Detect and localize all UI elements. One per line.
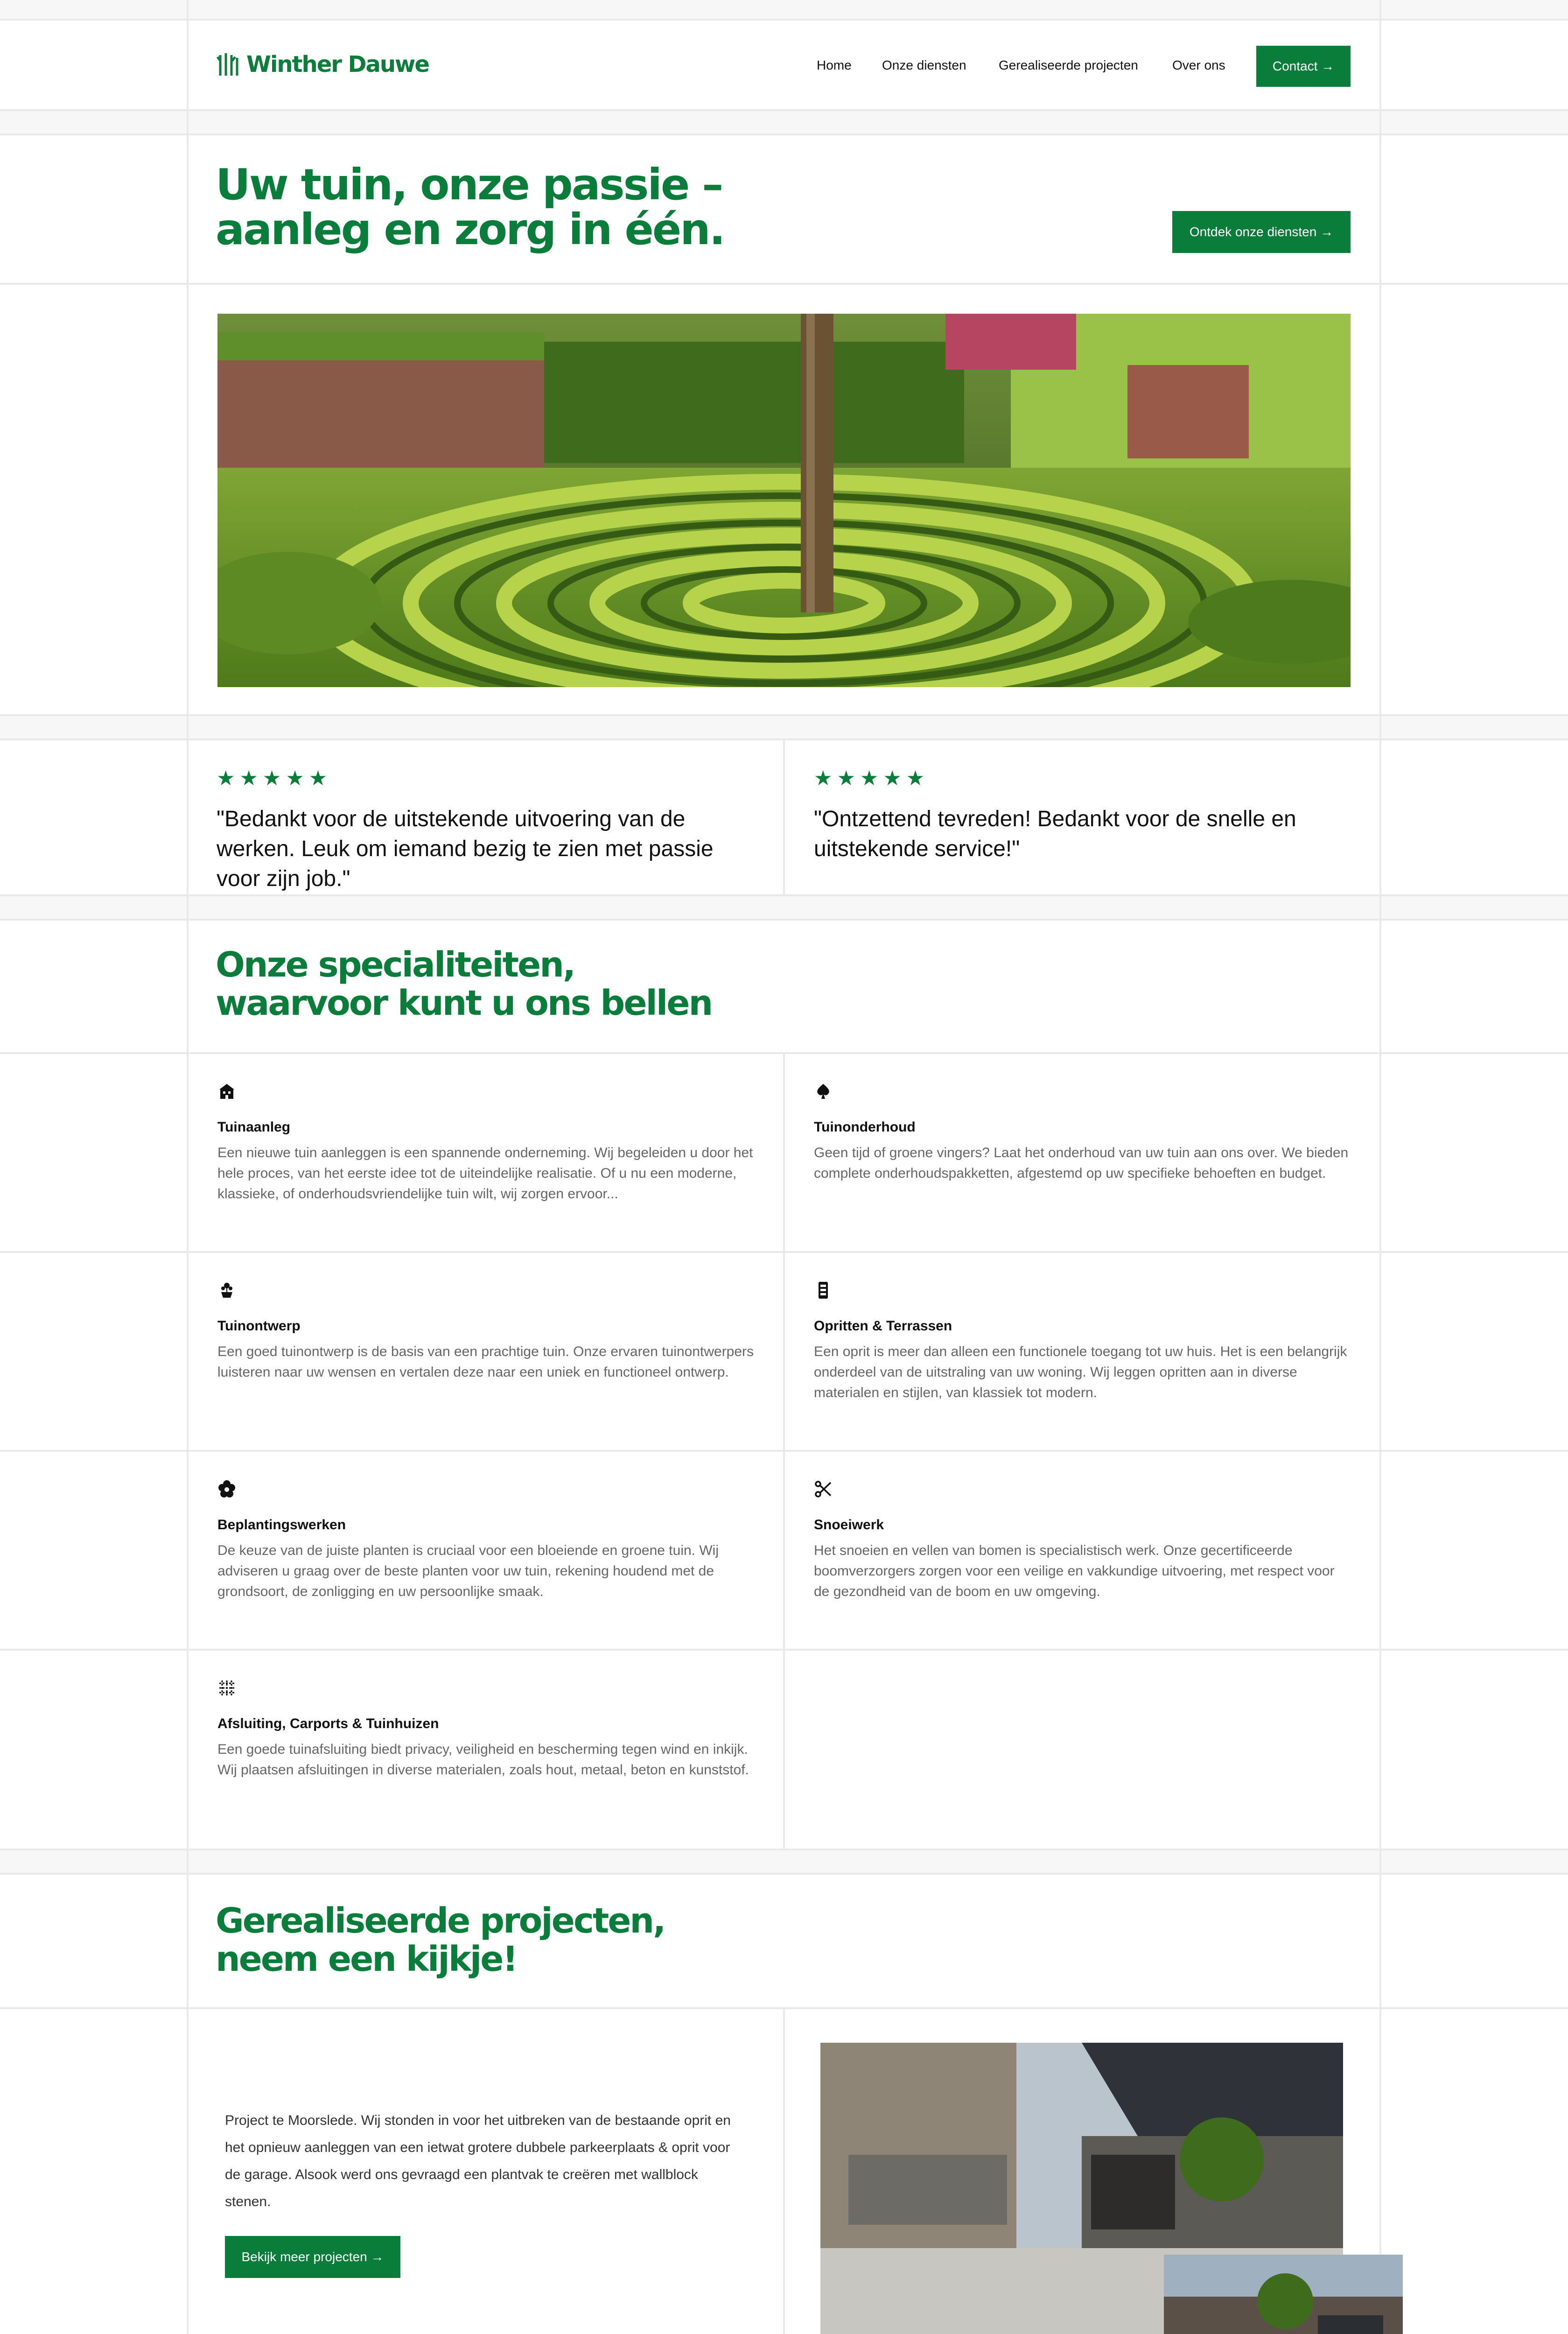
hero-image xyxy=(217,314,1351,687)
flower-pot-icon xyxy=(217,1281,754,1300)
projects-title-line1: Gerealiseerde projecten, xyxy=(216,1901,665,1941)
service-title: Opritten & Terrassen xyxy=(814,1318,952,1334)
hero-title-line1: Uw tuin, onze passie – xyxy=(216,160,722,210)
service-text: De keuze van de juiste planten is cruciaal voor een bloeiende en groene tuin. Wij adviseren u graag over de beste planten voor uw tuin, rekening houdend met de grondsoort, de zonligging en uw persoonlijke smaak. xyxy=(217,1543,719,1599)
hero-title xyxy=(216,162,724,252)
projects-title-line2: neem een kijkje! xyxy=(216,1939,517,1979)
project-description: Project te Moorslede. Wij stonden in voor het uitbreken van de bestaande oprit en het opnieuw aanleggen van een ietwat grotere dubbele parkeerplaats & oprit voor de garage. Alsook werd ons gevraagd een plantvak te creëren met wallblock stenen. xyxy=(225,2113,731,2209)
logo-icon xyxy=(217,52,241,77)
hero-title-line2: aanleg en zorg in één. xyxy=(216,204,724,254)
service-card xyxy=(217,1480,754,1602)
brand-name: Winther Dauwe xyxy=(246,51,429,77)
service-card xyxy=(217,1679,754,1801)
service-text: Een goede tuinafsluiting biedt privacy, veiligheid en bescherming tegen wind en inkijk. Wij plaatsen afsluitingen in diverse materialen, zoals hout, metaal, beton en kunststof. xyxy=(217,1742,749,1778)
scissors-icon xyxy=(814,1480,1351,1498)
service-title: Afsluiting, Carports & Tuinhuizen xyxy=(217,1716,439,1731)
specialties-title-line2: waarvoor kunt u ons bellen xyxy=(216,983,712,1023)
review-text: "Bedankt voor de uitstekende uitvoering van de werken. Leuk om iemand bezig te zien met passie voor zijn job." xyxy=(217,807,714,891)
service-title: Tuinaanleg xyxy=(217,1119,291,1135)
divider-band xyxy=(0,1849,1568,1873)
nav-projects[interactable]: Gerealiseerde projecten xyxy=(999,58,1138,72)
discover-services-button[interactable]: Ontdek onze diensten → xyxy=(1172,211,1351,253)
service-card xyxy=(814,1281,1351,1403)
review-card xyxy=(217,766,758,894)
service-card xyxy=(814,1082,1351,1204)
nav-services[interactable]: Onze diensten xyxy=(882,58,966,72)
paving-icon xyxy=(814,1281,1351,1300)
flower-icon xyxy=(217,1480,754,1498)
service-card xyxy=(217,1082,754,1204)
service-text: Geen tijd of groene vingers? Laat het onderhoud van uw tuin aan ons over. We bieden complete onderhoudspakketten, afgestemd op uw specifieke behoeften en budget. xyxy=(814,1145,1349,1181)
rating-stars: ★★★★★ xyxy=(814,767,930,790)
building-icon xyxy=(217,1082,754,1101)
fence-grid-icon xyxy=(217,1679,754,1697)
service-title: Snoeiwerk xyxy=(814,1517,884,1533)
service-card xyxy=(814,1480,1351,1602)
specialties-title-line1: Onze specialiteiten, xyxy=(216,945,574,985)
service-text: Een goed tuinontwerp is de basis van een prachtige tuin. Onze ervaren tuinontwerpers luisteren naar uw wensen en vertalen deze naar een uniek en functioneel ontwerp. xyxy=(217,1344,754,1380)
divider-band xyxy=(0,894,1568,919)
service-title: Beplantingswerken xyxy=(217,1517,346,1533)
project-photo-driveway-detail xyxy=(1164,2255,1403,2334)
specialties-title xyxy=(216,946,712,1022)
review-text: "Ontzettend tevreden! Bedankt voor de snelle en uitstekende service!" xyxy=(814,807,1296,861)
service-text: Een oprit is meer dan alleen een functionele toegang tot uw huis. Het is een belangrijk onderdeel van de uitstraling van uw woning. Wij leggen opritten aan in diverse materialen en stijlen, van klassiek tot modern. xyxy=(814,1344,1347,1400)
review-card xyxy=(814,766,1351,864)
divider-band xyxy=(0,109,1568,134)
service-text: Een nieuwe tuin aanleggen is een spannende onderneming. Wij begeleiden u door het hele proces, van het eerste idee tot de uiteindelijke realisatie. Of u nu een moderne, klassieke, of onderhoudsvriendelijke tuin wilt, wij zorgen ervoor... xyxy=(217,1145,753,1202)
more-projects-button[interactable]: Bekijk meer projecten → xyxy=(225,2236,400,2278)
spade-icon xyxy=(814,1082,1351,1101)
rating-stars: ★★★★★ xyxy=(217,767,332,790)
service-text: Het snoeien en vellen van bomen is specialistisch werk. Onze gecertificeerde boomverzorgers zorgen voor een veilige en vakkundige uitvoering, met respect voor de gezondheid van de boom en uw omgeving. xyxy=(814,1543,1335,1599)
contact-button[interactable]: Contact → xyxy=(1256,46,1351,87)
divider-band xyxy=(0,714,1568,738)
nav-about[interactable]: Over ons xyxy=(1172,58,1225,72)
nav-home[interactable]: Home xyxy=(817,58,852,72)
top-band xyxy=(0,0,1568,19)
service-title: Tuinontwerp xyxy=(217,1318,301,1334)
projects-title xyxy=(216,1902,665,1978)
service-card xyxy=(217,1281,754,1403)
service-title: Tuinonderhoud xyxy=(814,1119,916,1135)
brand-logo[interactable] xyxy=(217,51,429,77)
